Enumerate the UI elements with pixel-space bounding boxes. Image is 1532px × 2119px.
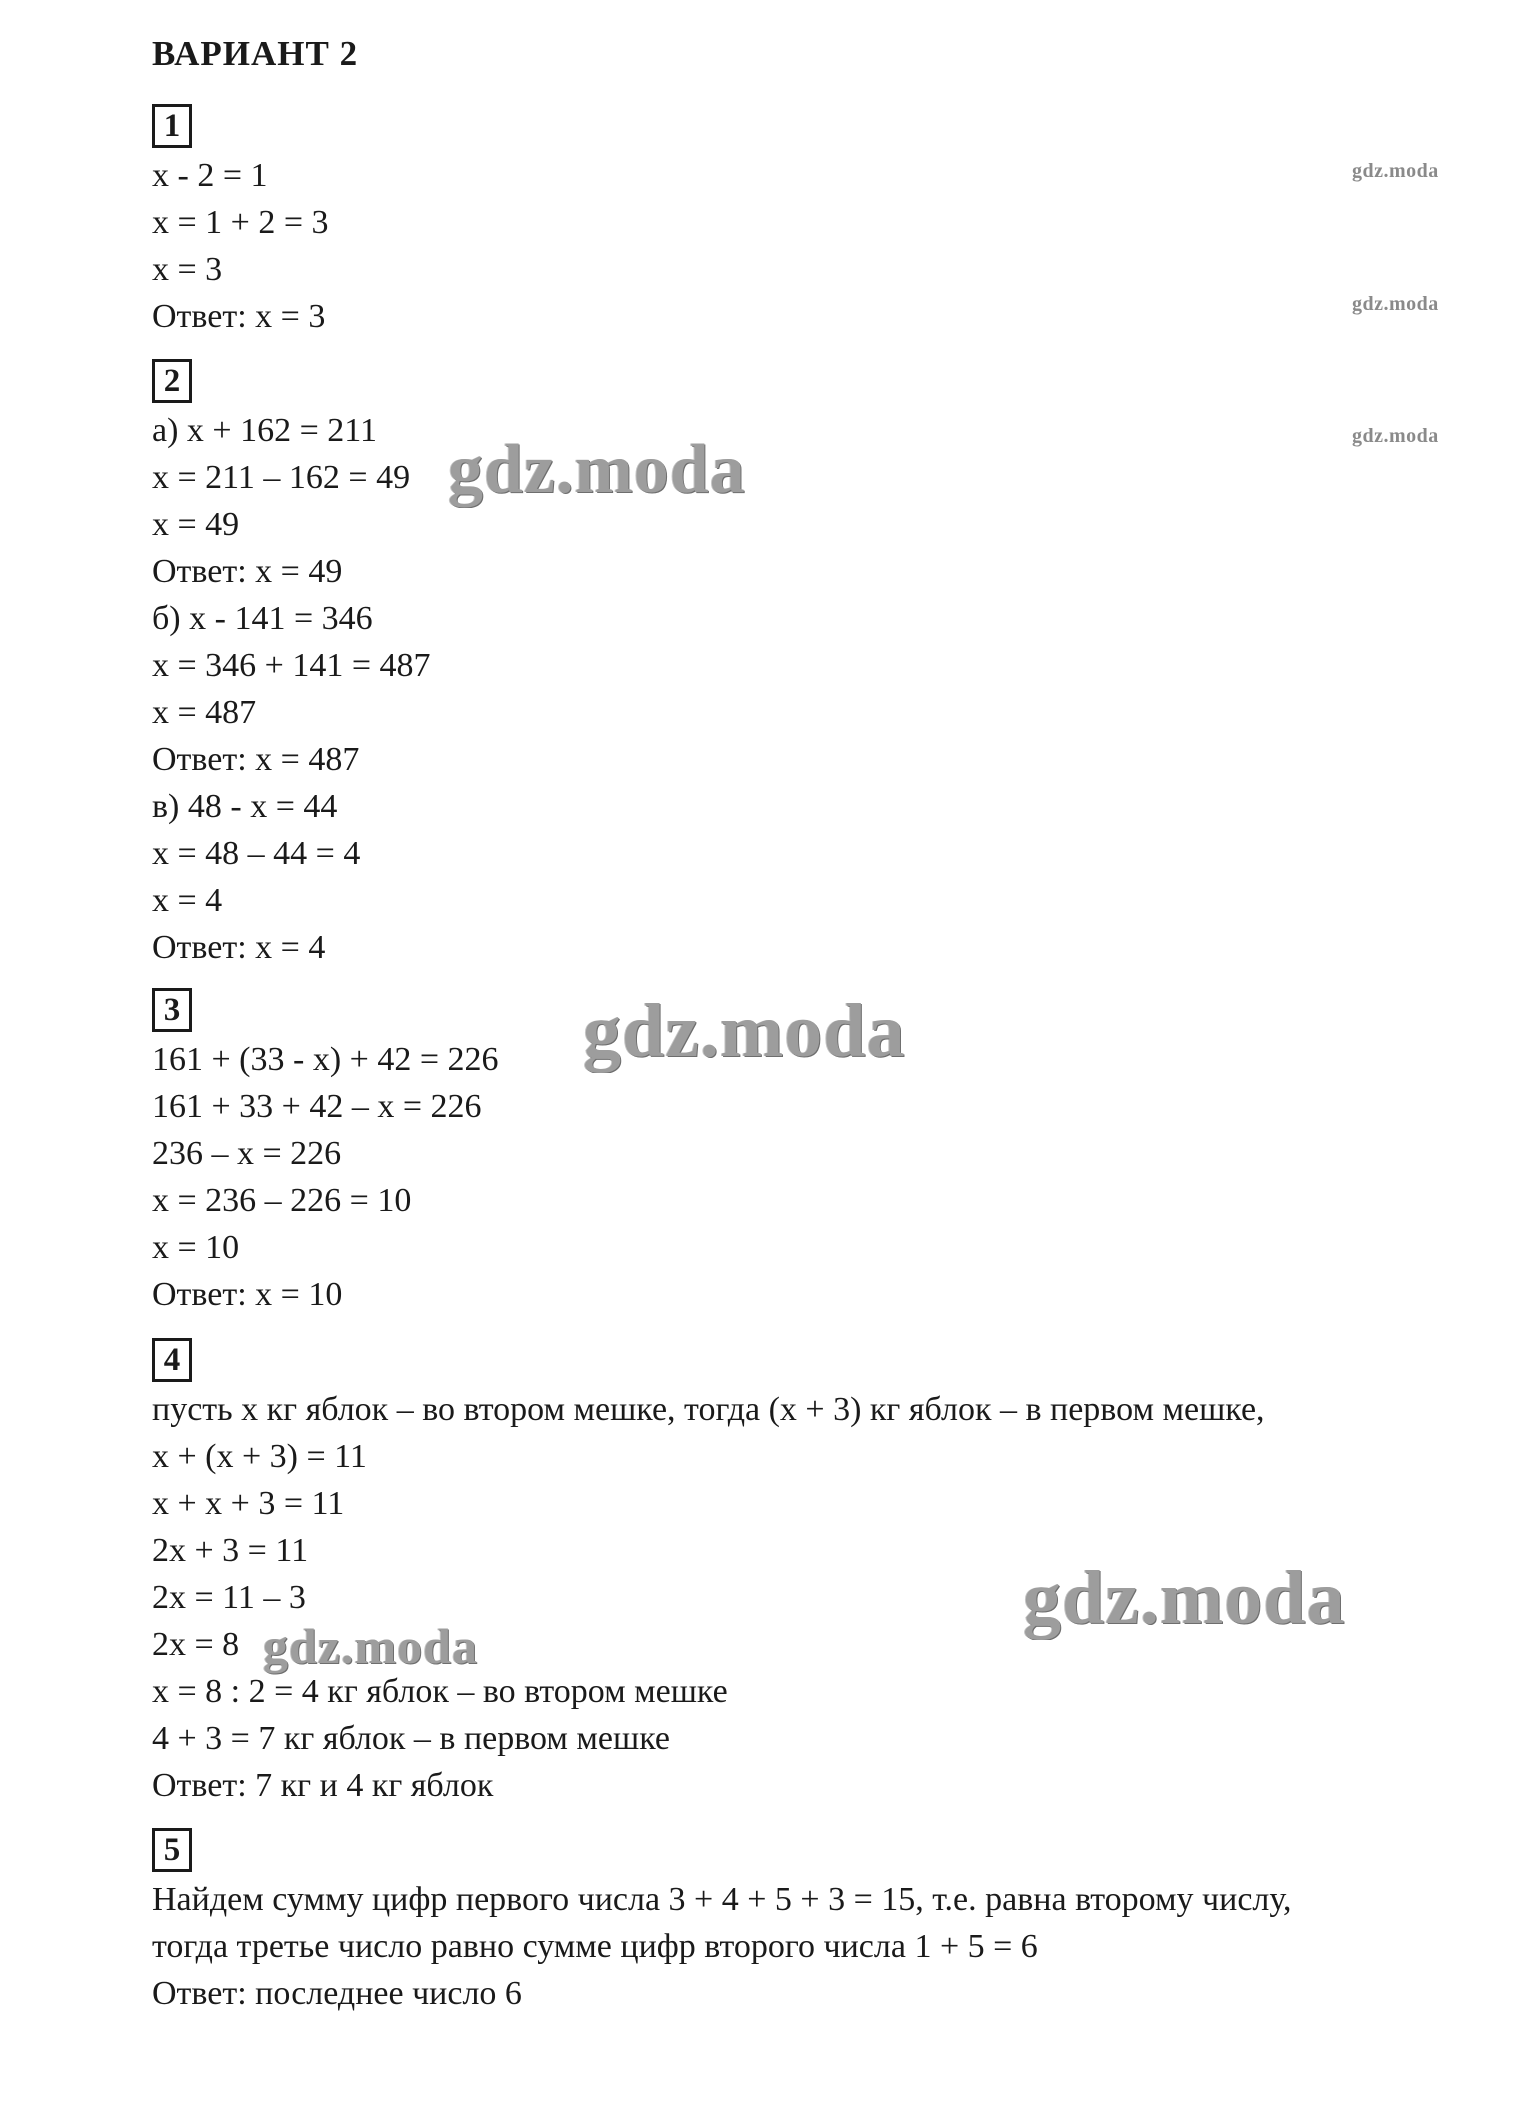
solution-line: Ответ: последнее число 6 [152,1975,522,2012]
task-2 [152,359,431,971]
solution-line: Ответ: x = 10 [152,1276,343,1313]
solution-line: x = 487 [152,694,257,731]
task-1 [152,104,329,340]
solution-line: 161 + 33 + 42 – x = 226 [152,1088,482,1125]
solution-line: 2x = 8 [152,1626,240,1663]
solution-line: Ответ: x = 49 [152,553,343,590]
task-number: 4 [152,1338,192,1382]
solution-line: x - 2 = 1 [152,157,268,194]
solution-line: Найдем сумму цифр первого числа 3 + 4 + 5 + 3 = 15, т.е. равна второму числу, [152,1881,1292,1918]
solution-line: x = 48 – 44 = 4 [152,835,361,872]
solution-line: x = 211 – 162 = 49 [152,459,411,496]
solution-line: x + x + 3 = 11 [152,1485,345,1522]
solution-line: Ответ: x = 487 [152,741,360,778]
solution-line: x = 4 [152,882,223,919]
solution-line: 4 + 3 = 7 кг яблок – в первом мешке [152,1720,670,1757]
task-number: 2 [152,359,192,403]
solution-line: 2x + 3 = 11 [152,1532,309,1569]
solution-line: 2x = 11 – 3 [152,1579,306,1616]
solution-line: x = 1 + 2 = 3 [152,204,329,241]
watermark-large: gdz.moda [448,431,746,508]
solution-line: Ответ: x = 4 [152,929,326,966]
solution-line: x = 236 – 226 = 10 [152,1182,412,1219]
watermark-small: gdz.moda [1352,160,1439,182]
task-number: 1 [152,104,192,148]
solution-line: 161 + (33 - x) + 42 = 226 [152,1041,499,1078]
solution-line: Ответ: 7 кг и 4 кг яблок [152,1767,494,1804]
task-3 [152,988,499,1318]
page-title: ВАРИАНТ 2 [152,34,359,73]
task-number: 5 [152,1828,192,1872]
solution-line: Ответ: x = 3 [152,298,326,335]
watermark-large: gdz.moda [583,989,906,1073]
solution-line: x = 49 [152,506,240,543]
solution-line: x = 346 + 141 = 487 [152,647,431,684]
watermark-large: gdz.moda [263,1618,478,1674]
watermark-small: gdz.moda [1352,425,1439,447]
solution-line: а) x + 162 = 211 [152,412,378,449]
solution-line: в) 48 - x = 44 [152,788,338,825]
solution-line: 236 – x = 226 [152,1135,342,1172]
solution-line: x = 8 : 2 = 4 кг яблок – во втором мешке [152,1673,728,1710]
solution-line: пусть x кг яблок – во втором мешке, тогда (x + 3) кг яблок – в первом мешке, [152,1391,1265,1428]
solution-line: x = 10 [152,1229,240,1266]
task-5 [152,1828,1292,2017]
task-number: 3 [152,988,192,1032]
watermark-small: gdz.moda [1352,293,1439,315]
solution-line: x = 3 [152,251,223,288]
solution-line: б) x - 141 = 346 [152,600,373,637]
solution-line: x + (x + 3) = 11 [152,1438,367,1475]
solution-line: тогда третье число равно сумме цифр второго числа 1 + 5 = 6 [152,1928,1038,1965]
watermark-large: gdz.moda [1023,1556,1346,1640]
